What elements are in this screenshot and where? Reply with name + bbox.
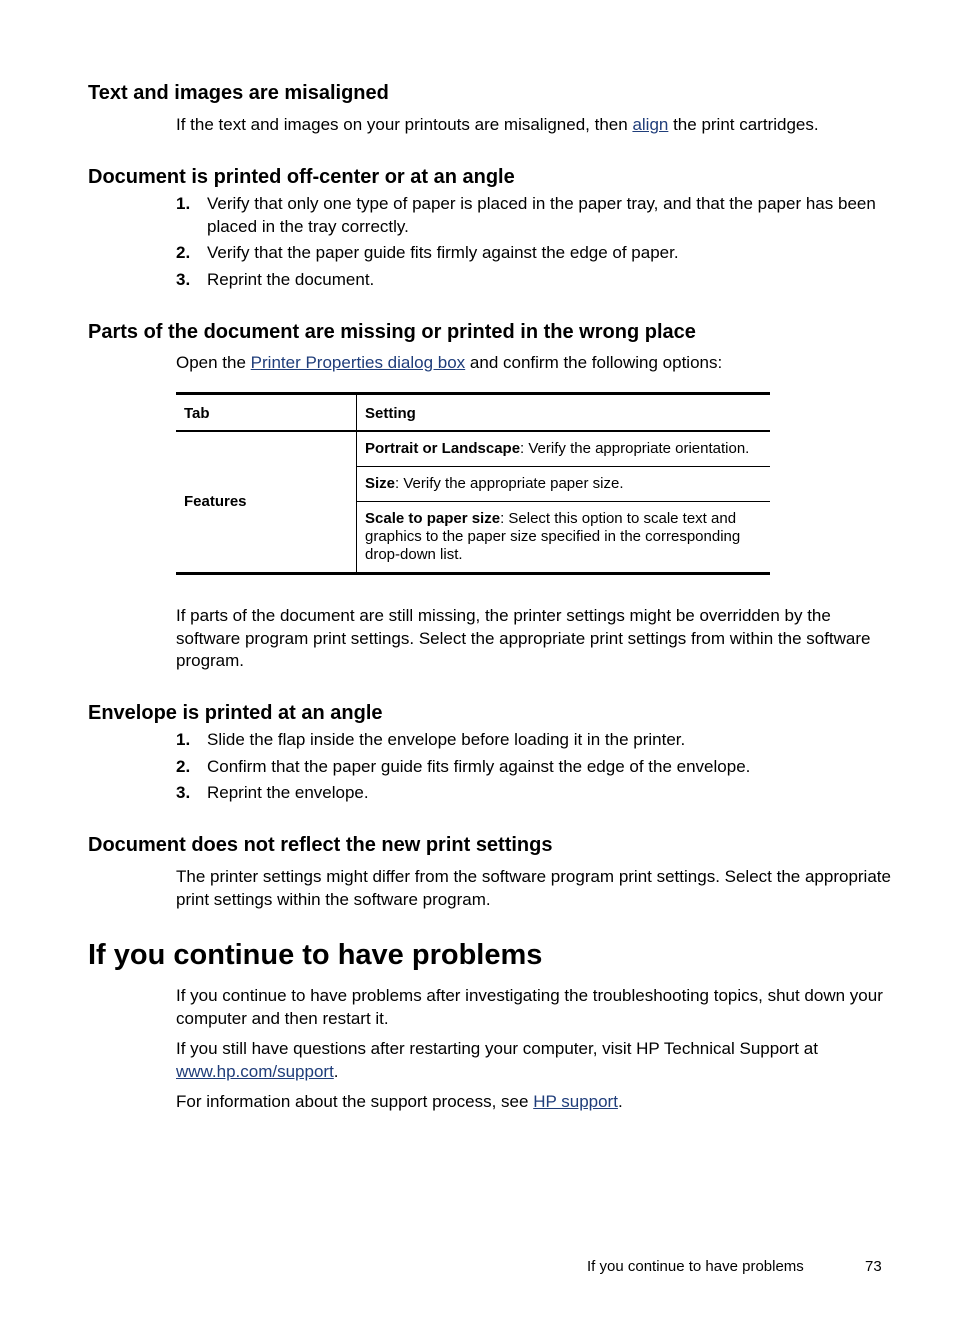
setting-cell: Portrait or Landscape: Verify the appropriate orientation. [357,431,771,467]
hp-support-url-link[interactable]: www.hp.com/support [176,1061,334,1081]
problems-paragraph-1: If you continue to have problems after investigating the troubleshooting topics, shut down your computer and then restart it. [176,986,883,1028]
page-title: If you continue to have problems [88,939,543,971]
table-header-setting: Setting [357,394,771,432]
table-header-tab: Tab [176,394,357,432]
list-item: 2. Verify that the paper guide fits firmly against the edge of paper. [176,243,679,262]
align-link[interactable]: align [632,115,669,134]
tab-features-cell: Features [176,431,357,574]
printer-properties-link[interactable]: Printer Properties dialog box [250,353,466,372]
heading-misaligned: Text and images are misaligned [88,82,389,104]
setting-cell: Scale to paper size: Select this option to scale text and graphics to the paper size specified in the corresponding drop-down list. [357,502,771,574]
heading-new-settings: Document does not reflect the new print settings [88,834,553,856]
missing-parts-intro: Open the Printer Properties dialog box and confirm the following options: [176,353,723,372]
options-table [176,392,770,575]
list-item: 1. Verify that only one type of paper is placed in the paper tray, and that the paper has been placed in the tray correctly. [176,194,876,236]
list-item: 1. Slide the flap inside the envelope before loading it in the printer. [176,730,686,749]
hp-support-link[interactable]: HP support [533,1092,618,1111]
setting-cell: Size: Verify the appropriate paper size. [357,467,771,502]
list-item: 3. Reprint the envelope. [176,783,369,802]
misaligned-paragraph: If the text and images on your printouts are misaligned, then align the print cartridges. [176,115,819,134]
list-item: 3. Reprint the document. [176,269,375,289]
envelope-steps [176,729,891,809]
page-number: 73 [865,1258,882,1275]
footer-section-title: If you continue to have problems [587,1258,804,1275]
heading-envelope: Envelope is printed at an angle [88,702,383,724]
missing-parts-note: If parts of the document are still missing, the printer settings might be overridden by the software program print settings. Select the appropriate print settings from within the software program. [176,606,871,670]
heading-missing-parts: Parts of the document are missing or printed in the wrong place [88,321,696,343]
off-center-steps [176,193,891,295]
problems-paragraph-2: If you still have questions after restarting your computer, visit HP Technical Support at www.hp.com/support. [176,1039,818,1081]
problems-paragraph-3: For information about the support process, see HP support. [176,1092,623,1111]
new-settings-paragraph: The printer settings might differ from the software program print settings. Select the appropriate print settings within the software program. [176,867,891,909]
list-item: 2. Confirm that the paper guide fits firmly against the edge of the envelope. [176,756,751,776]
heading-off-center: Document is printed off-center or at an angle [88,166,515,188]
table-row [176,431,770,467]
